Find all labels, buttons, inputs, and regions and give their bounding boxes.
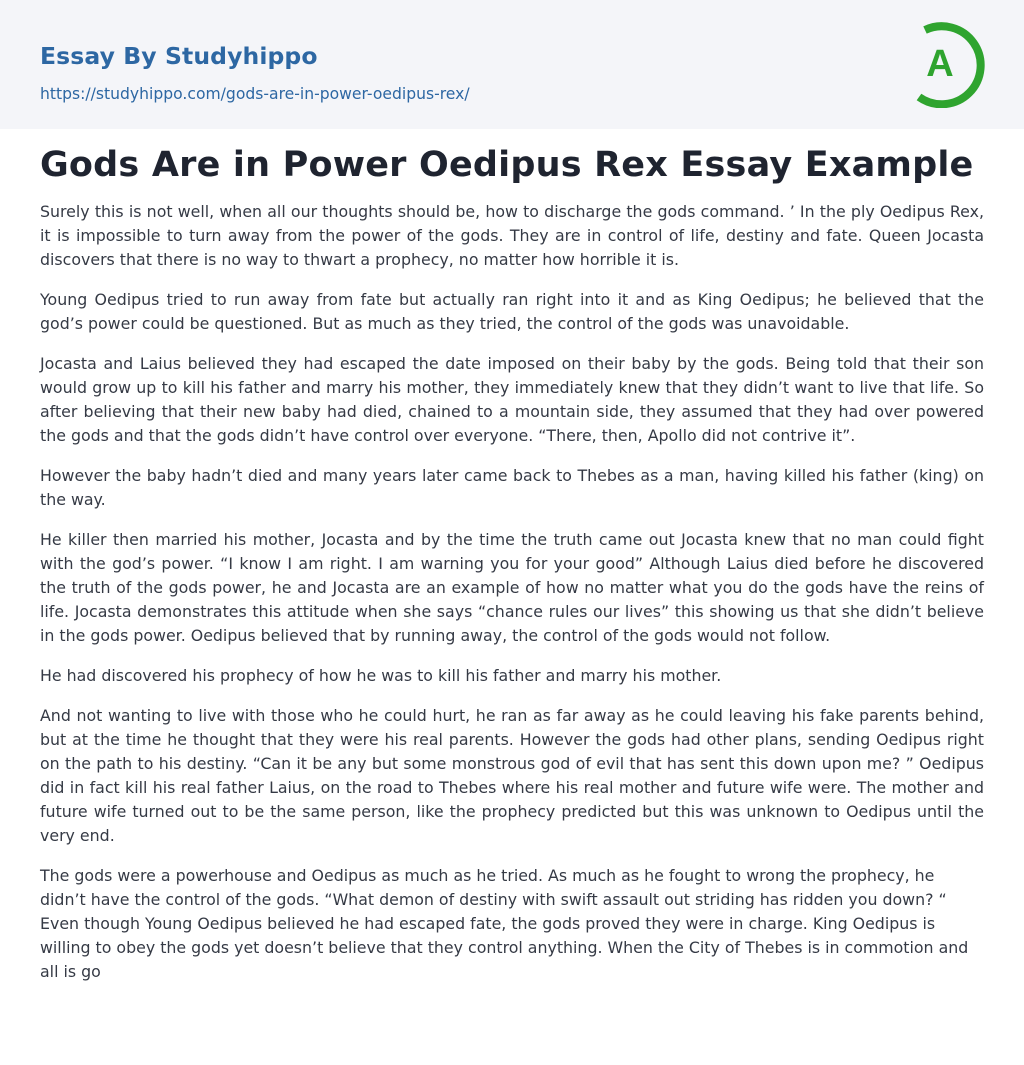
essay-body — [40, 200, 984, 1000]
essay-paragraph: He had discovered his prophecy of how he was to kill his father and marry his mother. — [40, 666, 722, 685]
logo-letter: A — [926, 43, 954, 85]
essay-paragraph: And not wanting to live with those who he could hurt, he ran as far away as he could leaving his fake parents behind, but at the time he thought that they were his real parents. However the gods had other plans, sending Oedipus right on the path to his destiny. “Can it be any but some monstrous god of evil that has sent this down upon me? ” Oedipus did in fact kill his real father Laius, on the road to Thebes where his real mother and future wife were. The mother and future wife turned out to be the same person, like the prophecy predicted but this was unknown to Oedipus until the very end. — [40, 706, 984, 845]
essay-paragraph: Jocasta and Laius believed they had escaped the date imposed on their baby by the gods. Being told that their son would grow up to kill his father and marry his mother, they immediately knew that they didn’t want to live that life. So after believing that their new baby had died, chained to a mountain side, they assumed that they had over powered the gods and that the gods didn’t have control over everyone. “There, then, Apollo did not contrive it”. — [40, 354, 984, 445]
essay-url-link[interactable]: https://studyhippo.com/gods-are-in-power-oedipus-rex/ — [40, 85, 470, 103]
page-header — [0, 0, 1024, 129]
essay-paragraph: Young Oedipus tried to run away from fate but actually ran right into it and as King Oedipus; he believed that the god’s power could be questioned. But as much as they tried, the control of the gods was unavoidable. — [40, 290, 984, 333]
essay-paragraph: However the baby hadn’t died and many years later came back to Thebes as a man, having killed his father (king) on the way. — [40, 466, 984, 509]
studyhippo-logo-icon[interactable] — [898, 18, 988, 108]
essay-title: Gods Are in Power Oedipus Rex Essay Example — [40, 145, 974, 185]
essay-paragraph: He killer then married his mother, Jocasta and by the time the truth came out Jocasta knew that no man could fight with the god’s power. “I know I am right. I am warning you for your good” Although Laius died before he discovered the truth of the gods power, he and Jocasta are an example of how no matter what you do the gods have the reins of life. Jocasta demonstrates this attitude when she says “chance rules our lives” this showing us that she didn’t believe in the gods power. Oedipus believed that by running away, the control of the gods would not follow. — [40, 530, 984, 645]
essay-paragraph: The gods were a powerhouse and Oedipus as much as he tried. As much as he fought to wrong the prophecy, he didn’t have the control of the gods. “What demon of destiny with swift assault out striding has ridden you down? “ Even though Young Oedipus believed he had escaped fate, the gods proved they were in charge. King Oedipus is willing to obey the gods yet doesn’t believe that they control anything. When the City of Thebes is in commotion and all is go — [40, 866, 969, 981]
essay-paragraph: Surely this is not well, when all our thoughts should be, how to discharge the gods command. ’ In the ply Oedipus Rex, it is impossible to turn away from the power of the gods. They are in control of life, destiny and fate. Queen Jocasta discovers that there is no way to thwart a prophecy, no matter how horrible it is. — [40, 202, 984, 269]
site-brand[interactable]: Essay By Studyhippo — [40, 42, 318, 70]
